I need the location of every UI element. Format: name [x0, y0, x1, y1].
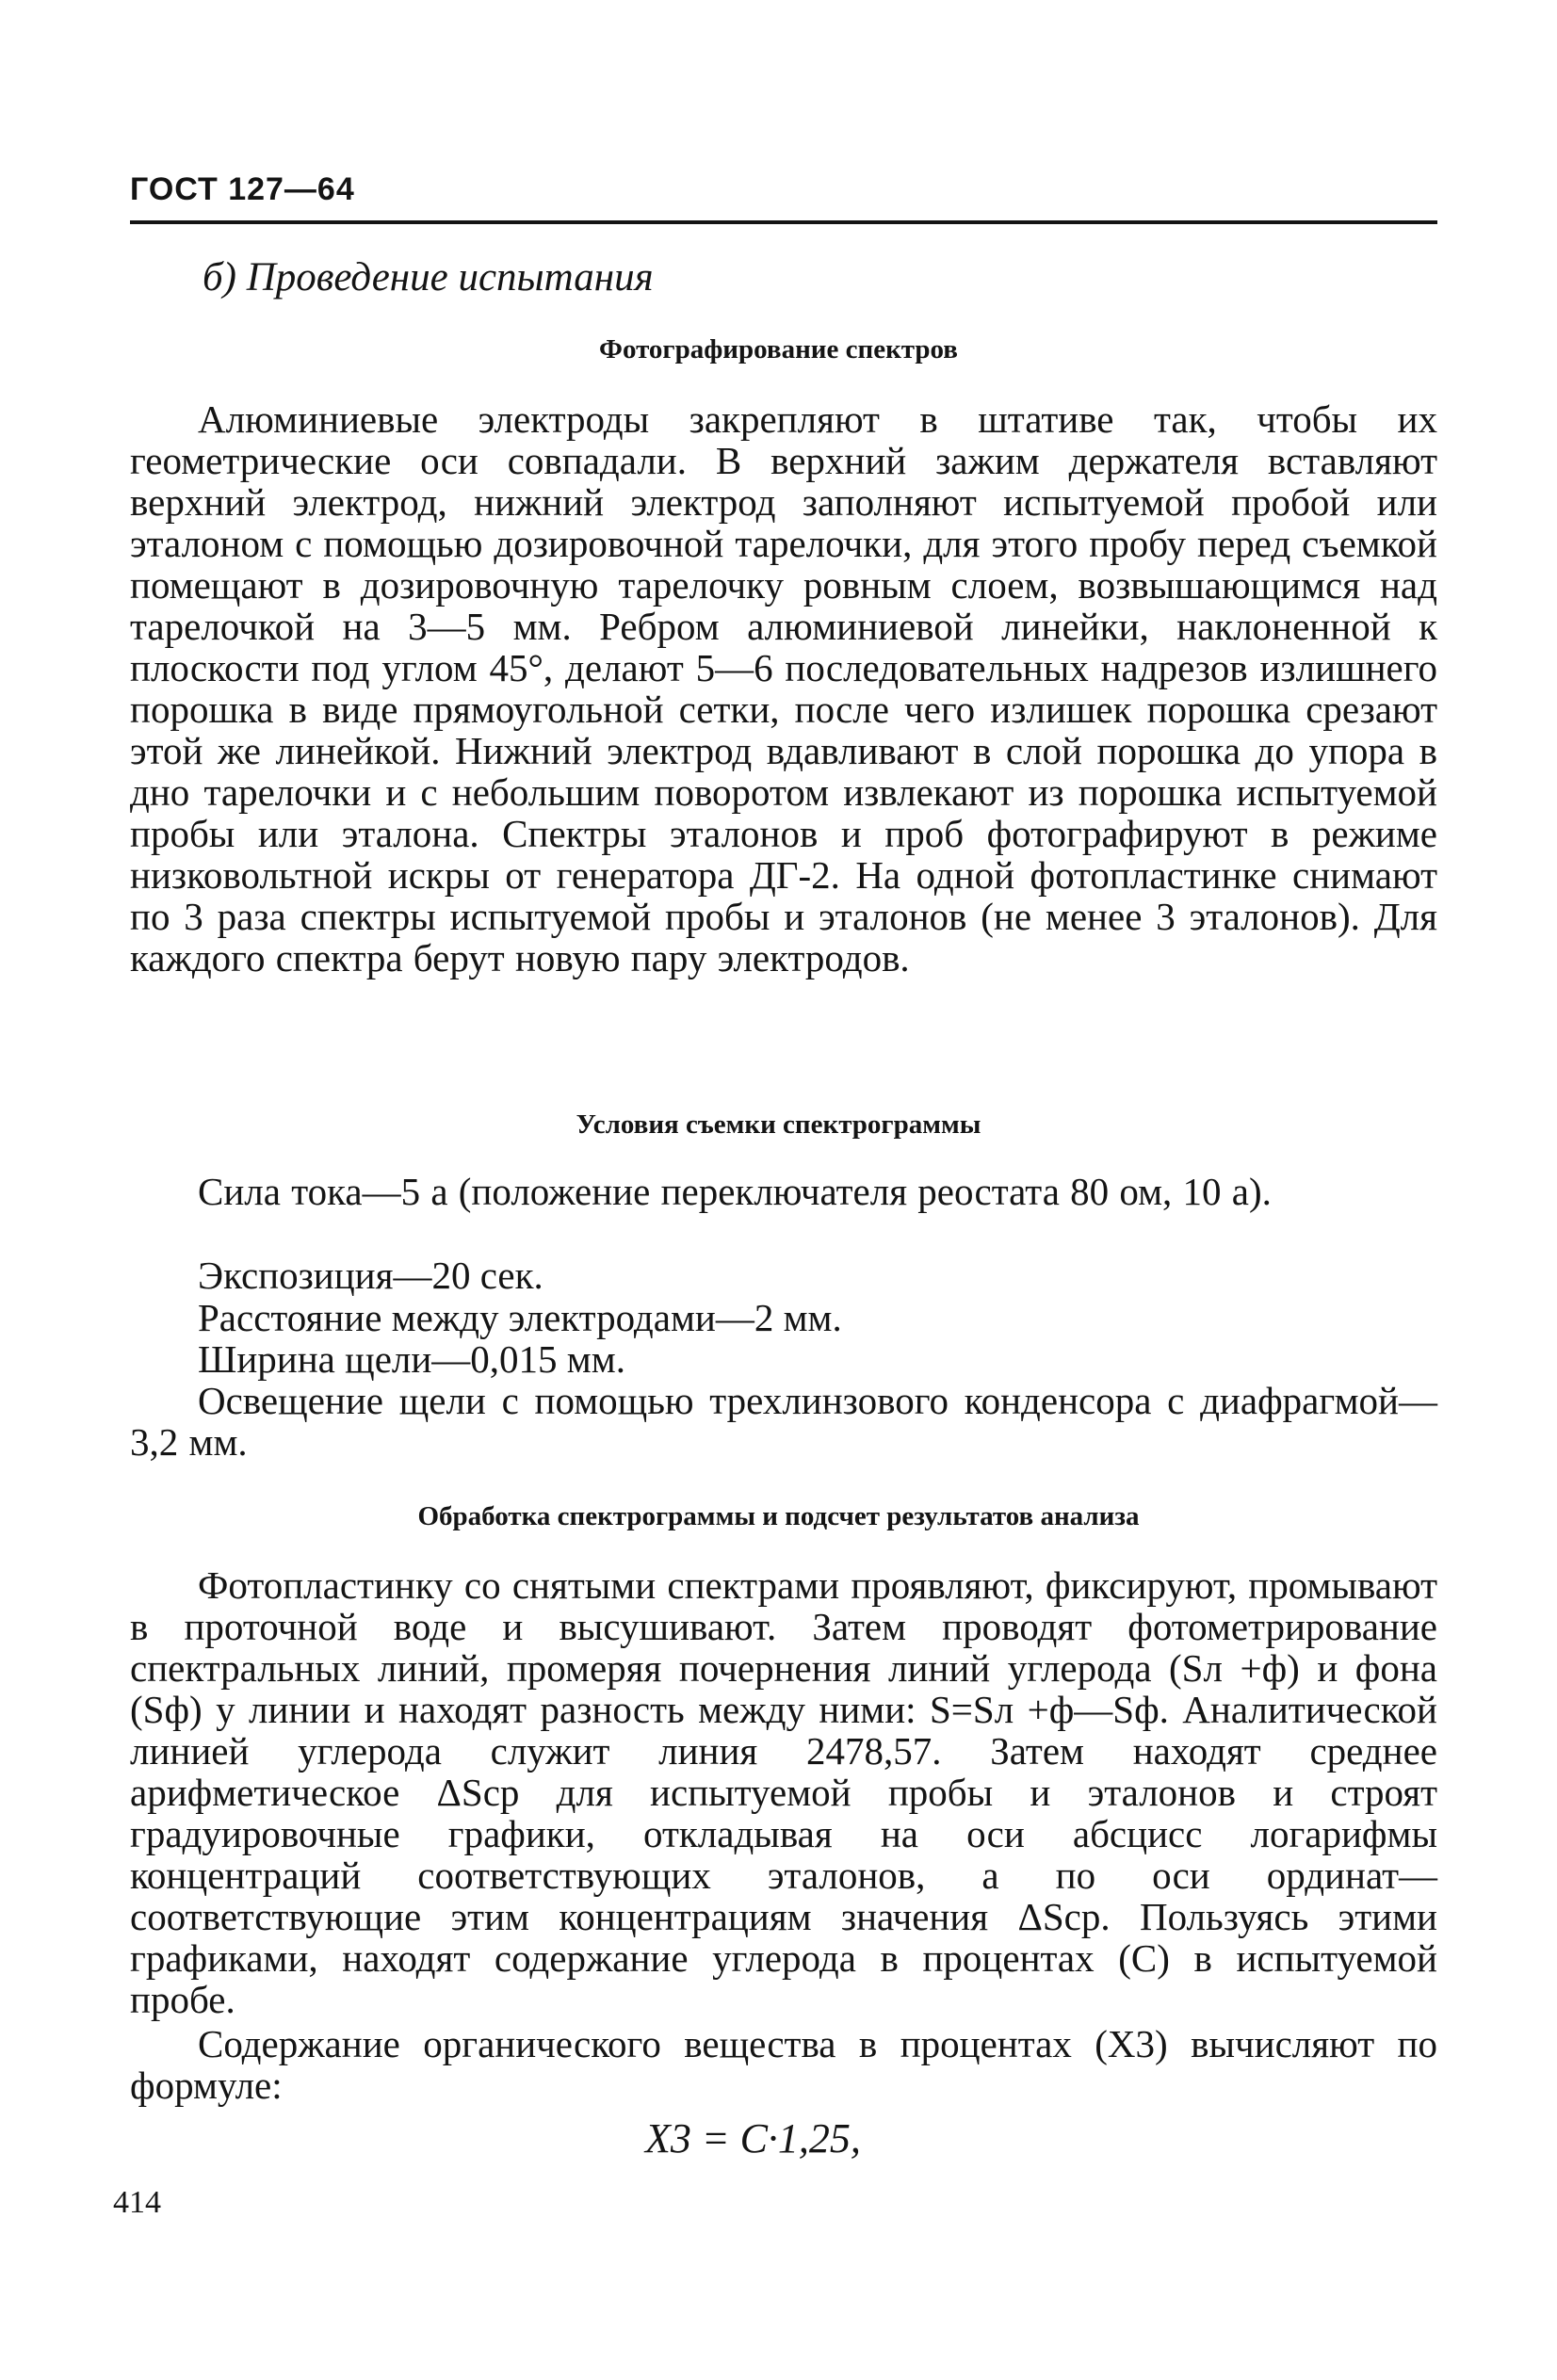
condition-line-distance: Расстояние между электродами—2 мм.	[198, 1296, 842, 1339]
section-title: б) Проведение испытания	[203, 255, 654, 300]
condition-line-current: Сила тока—5 а (положение переключателя реостата 80 ом, 10 а).	[198, 1170, 1272, 1213]
paragraph-formula-intro: Содержание органического вещества в процентах (X3) вычисляют по формуле:	[130, 2022, 1437, 2107]
condition-line-illumination: Освещение щели с помощью трехлинзового конденсора с диафрагмой—3,2 мм.	[130, 1379, 1437, 1464]
page-number: 414	[113, 2185, 161, 2220]
formula: X3 = C·1,25,	[645, 2115, 861, 2161]
paragraph-processing: Фотопластинку со снятыми спектрами проявляют, фиксируют, промывают в проточной воде и высушивают. Затем проводят фотометрирование спектральных линий, промеряя почернения линий углерода (Sл +ф) и фона (Sф) у линии и находят разность между ними: S=Sл +ф—Sф. Аналитической линией углерода служит линия 2478,57. Затем находят среднее арифметическое ΔSср для испытуемой пробы и эталонов и строят градуировочные графики, откладывая на оси абсцисс логарифмы концентраций соответствующих эталонов, а по оси ординат—соответствующие этим концентрациям значения ΔSср. Пользуясь этими графиками, находят содержание углерода в процентах (C) в испытуемой пробе.	[130, 1563, 1437, 2021]
condition-line-slit-width: Ширина щели—0,015 мм.	[198, 1337, 625, 1381]
condition-line-exposure: Экспозиция—20 сек.	[198, 1254, 543, 1297]
subheading-photographing: Фотографирование спектров	[599, 334, 958, 364]
paragraph-photographing: Алюминиевые электроды закрепляют в штативе так, чтобы их геометрические оси совпадали. В верхний зажим держателя вставляют верхний электрод, нижний электрод заполняют испытуемой пробой или эталоном с помощью дозировочной тарелочки, для этого пробу перед съемкой помещают в дозировочную тарелочку ровным слоем, возвышающимся над тарелочкой на 3—5 мм. Ребром алюминиевой линейки, наклоненной к плоскости под углом 45°, делают 5—6 последовательных надрезов излишнего порошка в виде прямоугольной сетки, после чего излишек порошка срезают этой же линейкой. Нижний электрод вдавливают в слой порошка до упора в дно тарелочки и с небольшим поворотом извлекают из порошка испытуемой пробы или эталона. Спектры эталонов и проб фотографируют в режиме низковольтной искры от генератора ДГ-2. На одной фотопластинке снимают по 3 раза спектры испытуемой пробы и эталонов (не менее 3 эталонов). Для каждого спектра берут новую пару электродов.	[130, 397, 1437, 980]
document-header: ГОСТ 127—64	[130, 171, 355, 207]
subheading-processing: Обработка спектрограммы и подсчет результатов анализа	[417, 1501, 1140, 1531]
header-rule	[130, 220, 1437, 224]
subheading-conditions: Условия съемки спектрограммы	[576, 1109, 981, 1140]
